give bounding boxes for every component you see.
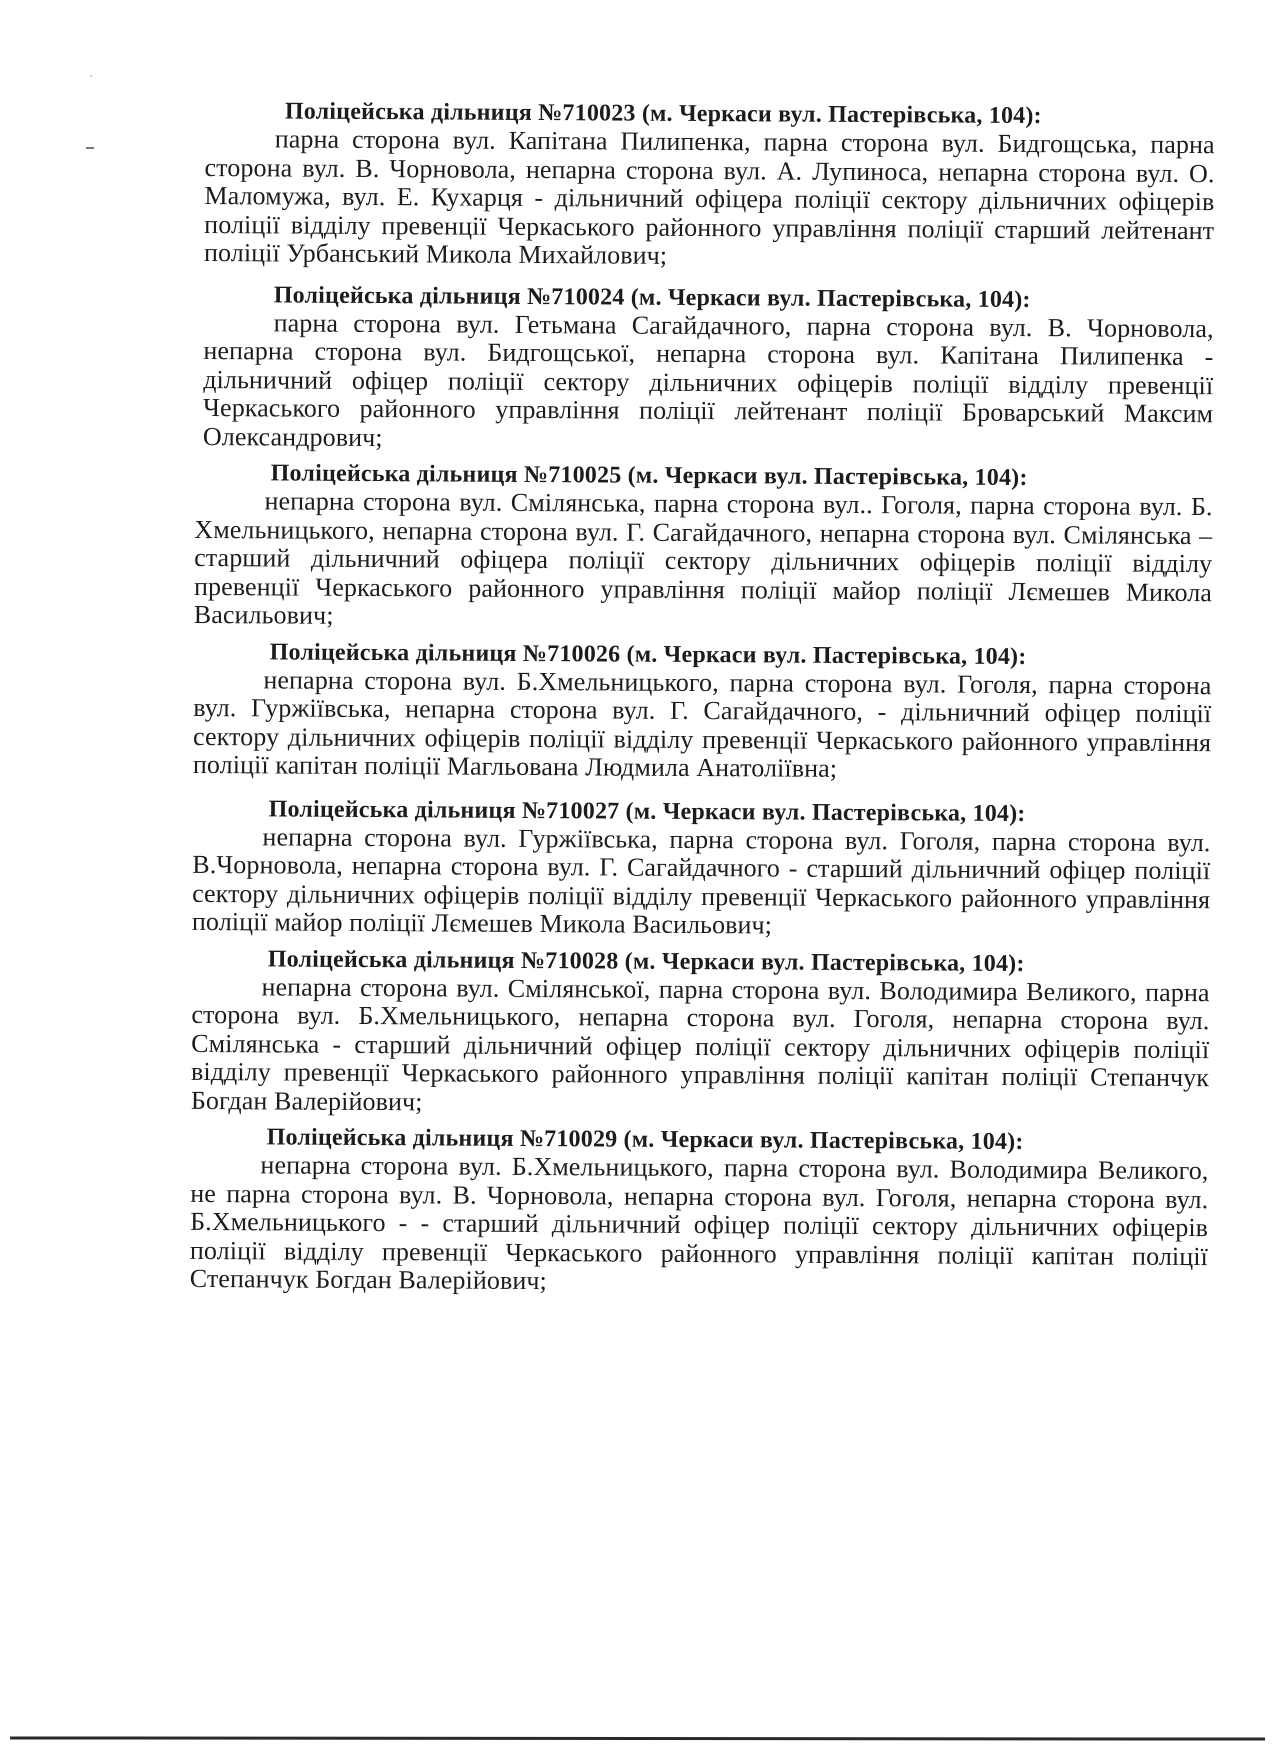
precinct-heading: Поліцейська дільниця №710023 (м. Черкаси вул. Пастерівська, 104): — [284, 98, 1042, 130]
precinct-heading: Поліцейська дільниця №710026 (м. Черкаси вул. Пастерівська, 104): — [269, 638, 1027, 670]
precinct-description: парна сторона вул. Гетьмана Сагайдачного, парна сторона вул. В. Чорновола, непарна сторона вул. Бидгощської, непарна сторона вул. Капітана Пилипенка - дільничний офіцер поліції сектору дільничних офіцерів поліції відділу превенції Черкаського районного управління поліції лейтенант поліції Броварський Максим Олександрович; — [202, 307, 1214, 452]
precinct-description: парна сторона вул. Капітана Пилипенка, парна сторона вул. Бидгощська, парна сторона вул. В. Чорновола, непарна сторона вул. А. Лупиноса, непарна сторона вул. О. Маломужа, вул. Е. Кухарця - дільничний офіцера поліції сектору дільничних офіцерів поліції відділу превенції Черкаського районного управління поліції старший лейтенант поліції Урбанський Микола Михайлович; — [203, 124, 1215, 270]
footer-divider-line — [10, 1736, 1265, 1740]
document-body — [189, 98, 1215, 1300]
police-precinct-710025 — [193, 460, 1213, 636]
police-precinct-710024 — [203, 281, 1214, 457]
police-precinct-710023 — [204, 98, 1215, 274]
precinct-description: непарна сторона вул. Смілянської, парна сторона вул. Володимира Великого, парна сторона вул. Б.Хмельницького, непарна сторона вул. Гоголя, непарна сторона вул. Смілянська - старший дільничний офіцер поліції сектору дільничних офіцерів поліції відділу превенції Черкаського районного управління поліції капітан поліції Степанчук Богдан Валерійович; — [190, 971, 1210, 1116]
precinct-heading: Поліцейська дільниця №710028 (м. Черкаси вул. Пастерівська, 104): — [267, 945, 1025, 977]
precinct-description: непарна сторона вул. Б.Хмельницького, парна сторона вул. Володимира Великого, не парна сторона вул. В. Чорновола, непарна сторона вул. Гоголя, непарна сторона вул. Б.Хмельницького - - старший дільничний офіцер поліції сектору дільничних офіцерів поліції відділу превенції Черкаського районного управління поліції капітан поліції Степанчук Богдан Валерійович; — [189, 1150, 1209, 1296]
police-precinct-710028 — [190, 945, 1210, 1121]
scan-artifact-dot — [90, 75, 92, 77]
precinct-heading: Поліцейська дільниця №710024 (м. Черкаси вул. Пастерівська, 104): — [273, 281, 1031, 313]
precinct-description: непарна сторона вул. Б.Хмельницького, парна сторона вул. Гоголя, парна сторона вул. Гуржіївська, непарна сторона вул. Г. Сагайдачного, - дільничний офіцер поліції сектору дільничних офіцерів поліції відділу превенції Черкаського районного управління поліції капітан поліції Магльована Людмила Анатоліївна; — [192, 664, 1212, 783]
police-precinct-710027 — [191, 795, 1211, 942]
police-precinct-710029 — [189, 1124, 1209, 1300]
precinct-description: непарна сторона вул. Смілянська, парна сторона вул.. Гоголя, парна сторона вул. Б. Хмельницького, непарна сторона вул. Г. Сагайдачного, непарна сторона вул. Смілянська – старший дільничний офіцера поліції сектору дільничних офіцерів поліції відділу превенції Черкаського районного управління поліції майор поліції Лємешев Микола Васильович; — [193, 486, 1213, 630]
police-precinct-710026 — [192, 638, 1212, 785]
precinct-description: непарна сторона вул. Гуржіївська, парна сторона вул. Гоголя, парна сторона вул. В.Чорновола, непарна сторона вул. Г. Сагайдачного - старший дільничний офіцер поліції сектору дільничних офіцерів поліції відділу превенції Черкаського районного управління поліції майор поліції Лємешев Микола Васильович; — [191, 821, 1211, 940]
precinct-heading: Поліцейська дільниця №710025 (м. Черкаси вул. Пастерівська, 104): — [270, 460, 1028, 492]
scan-artifact-dash — [86, 147, 94, 149]
precinct-heading: Поліцейська дільниця №710027 (м. Черкаси вул. Пастерівська, 104): — [268, 795, 1026, 827]
precinct-heading: Поліцейська дільниця №710029 (м. Черкаси вул. Пастерівська, 104): — [266, 1124, 1024, 1156]
